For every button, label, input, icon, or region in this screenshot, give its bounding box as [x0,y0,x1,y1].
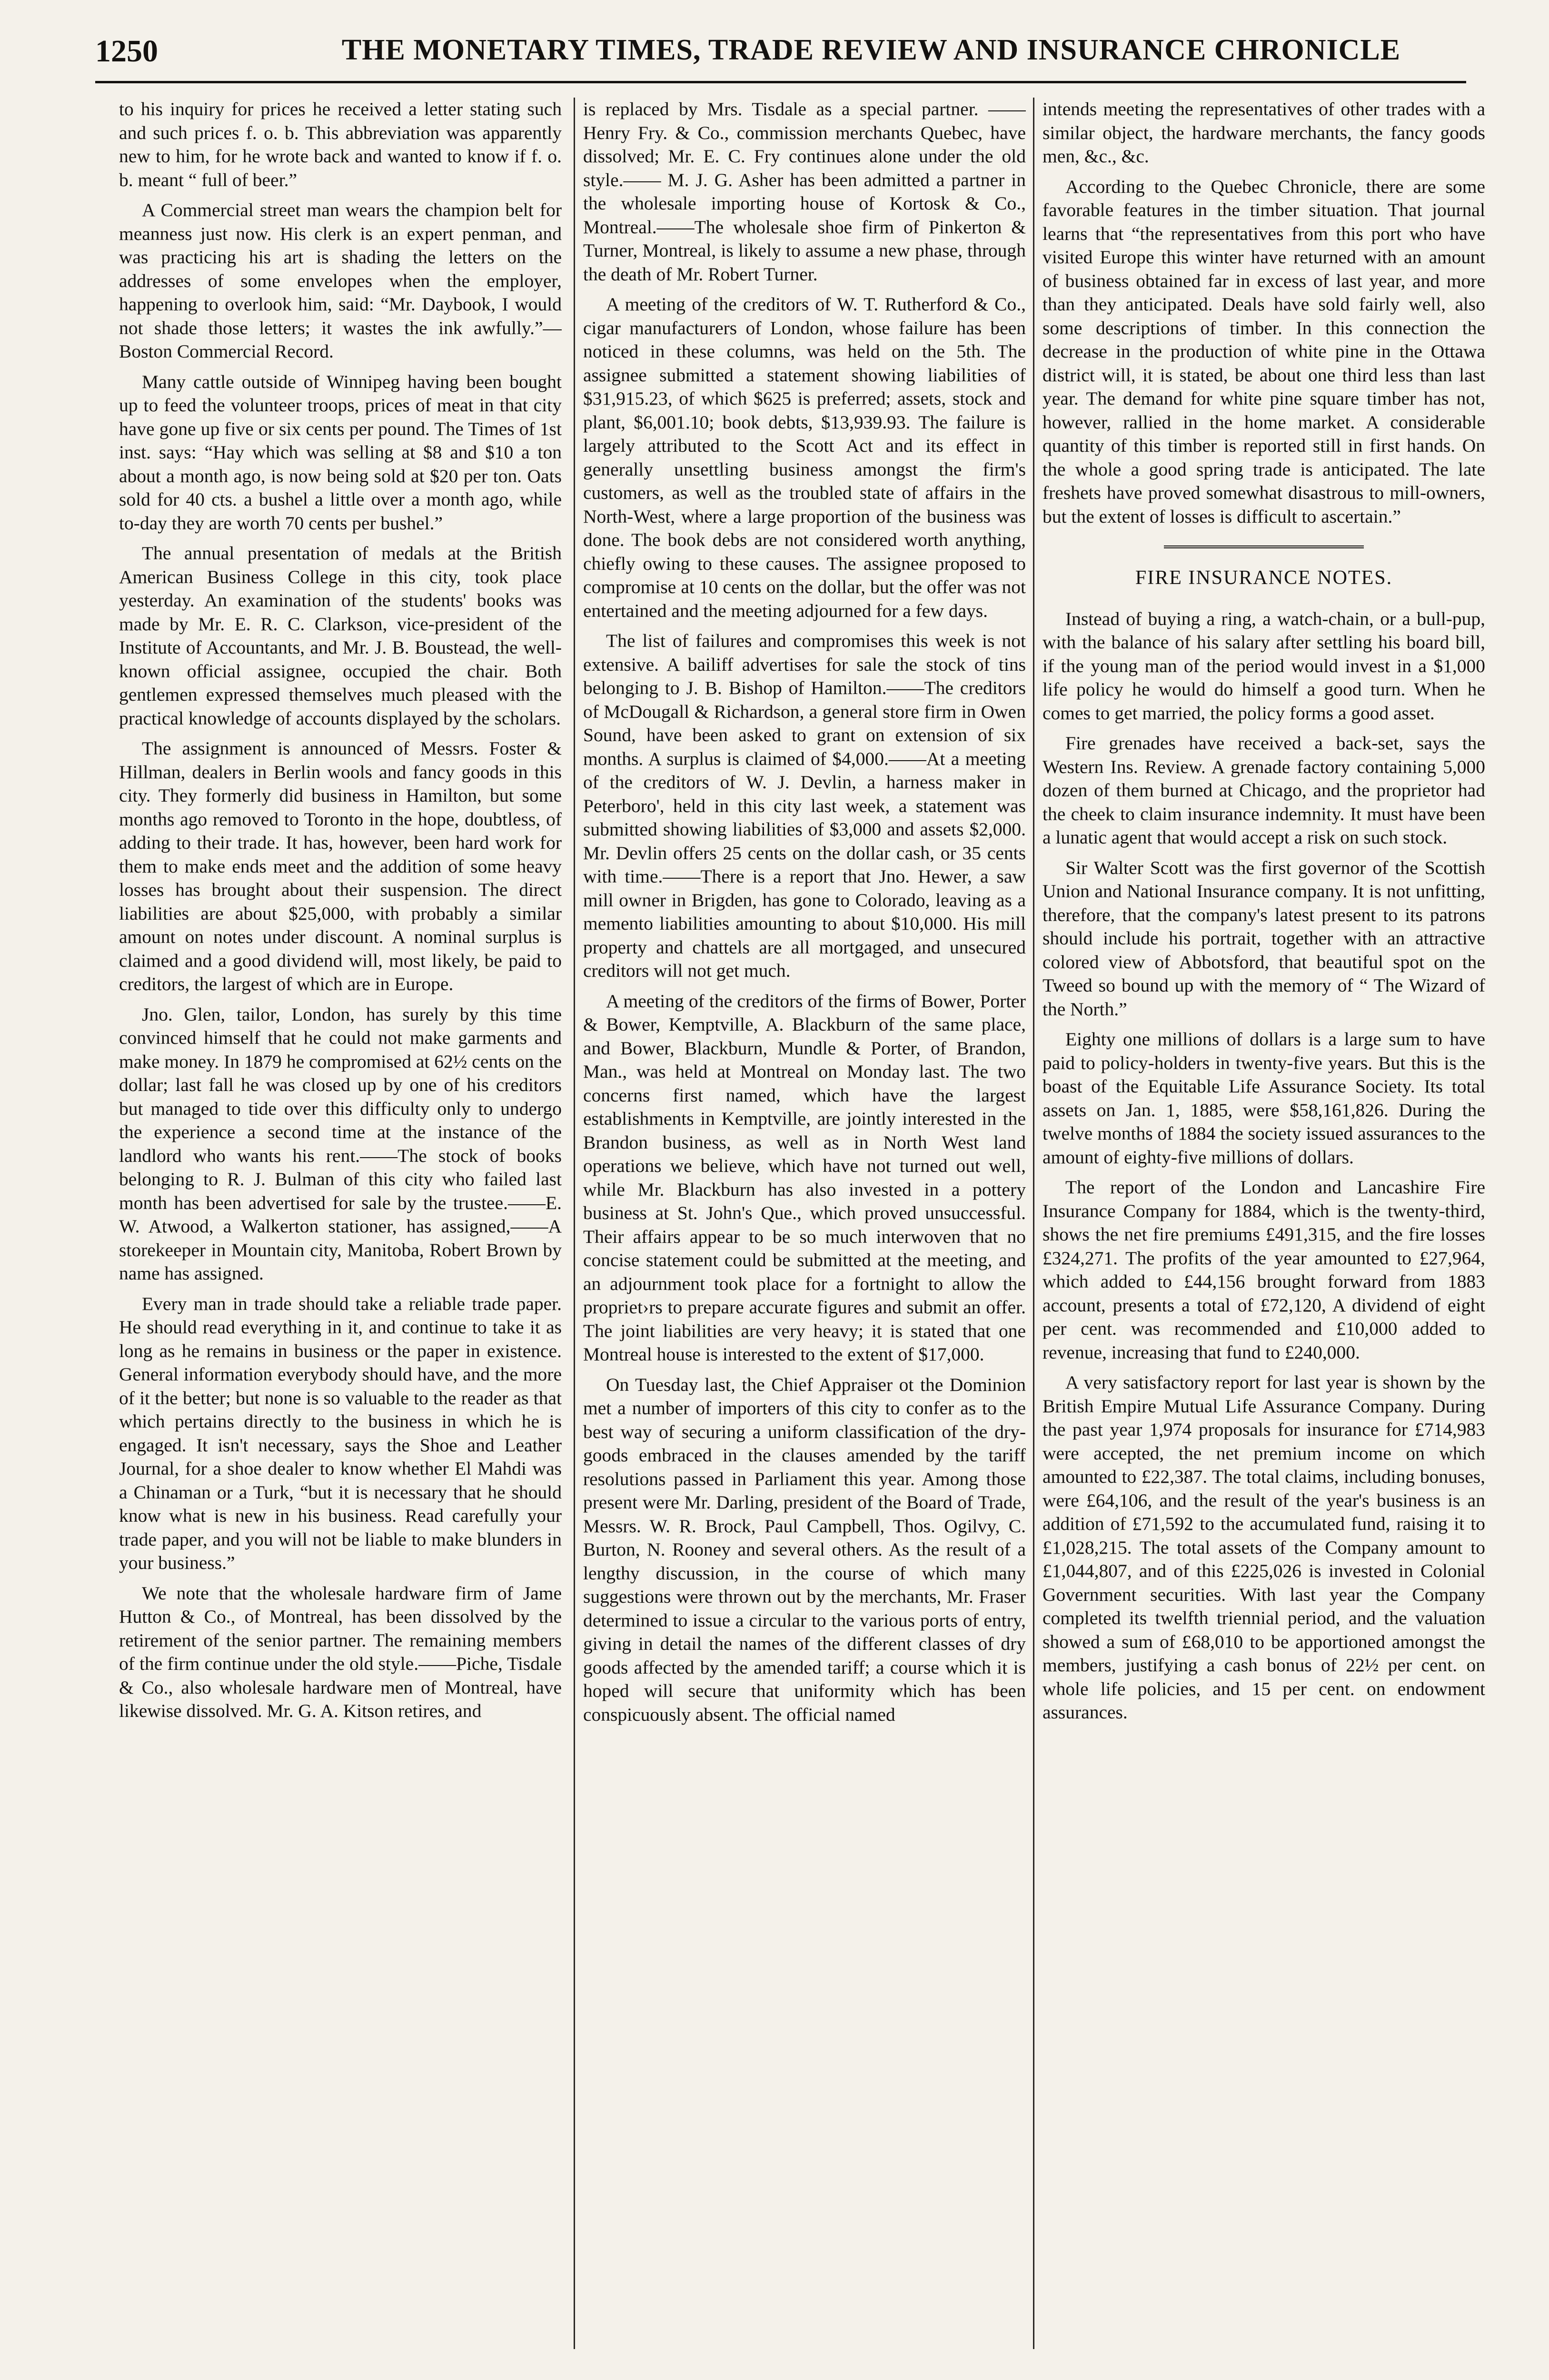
section-heading: FIRE INSURANCE NOTES. [1135,567,1393,589]
article-paragraph: The report of the London and Lancashire Fire Insurance Company for 1884, which is the twenty-third, shows the net fire premiums £491,315, and the fire losses £324,271. The profits of the year amounted to £27,964, which added to £44,156 brought forward from 1883 account, presents a total of £72,120, A dividend of eight per cent. was recommended and £10,000 added to revenue, increasing that fund to £240,000. [1043,1177,1485,1363]
article-paragraph: A meeting of the creditors of the firms of Bower, Porter & Bower, Kemptville, A. Blackburn of the same place, and Bower, Blackburn, Mundle & Porter, of Brandon, Man., was held at Montreal on Monday last. The two concerns first named, which have the largest establishments in Kemptville, are jointly interested in the Brandon business, as well as in North West land operations we believe, which have not turned out well, while Mr. Blackburn has also invested in a pottery business at St. John's Que., which proved unsuccessful. Their affairs appear to be so much interwoven that no concise statement could be submitted at the meeting, and an adjournment took place for a fortnight to allow the propriet›rs to prepare accurate figures and submit an offer. The joint liabilities are very heavy; it is stated that one Montreal house is interested to the extent of $17,000. [583,990,1026,1365]
article-paragraph: The assignment is announced of Messrs. Foster & Hillman, dealers in Berlin wools and fancy goods in this city. They formerly did business in Hamilton, but some months ago removed to Toronto in the hope, doubtless, of adding to their trade. It has, however, been hard work for them to make ends meet and the addition of some heavy losses has brought about their suspension. The direct liabilities are about $25,000, with probably a similar amount on notes under discount. A nominal surplus is claimed and a good dividend will, most likely, be paid to creditors, the largest of which are in Europe. [119,738,562,994]
page-header [95,30,1466,82]
article-paragraph: According to the Quebec Chronicle, there are some favorable features in the timber situation. That journal learns that “the representatives from this port who have visited Europe this winter have returned with an amount of business obtained far in excess of last year, and more than they anticipated. Deals have sold fairly well, also some descriptions of timber. In this connection the decrease in the production of white pine in the Ottawa district will, it is stated, be about one third less than last year. The demand for white pine square timber has not, however, rallied in the home market. A considerable quantity of this timber is reported still in first hands. On the whole a good spring trade is anticipated. The late freshets have proved somewhat disastrous to mill-owners, but the extent of losses is difficult to ascertain.” [1043,176,1485,527]
article-paragraph: On Tuesday last, the Chief Appraiser ot the Dominion met a number of importers of this city to confer as to the best way of securing a uniform classification of the dry-goods embraced in the clauses amended by the tariff resolutions passed in Parliament this year. Among those present were Mr. Darling, president of the Board of Trade, Messrs. W. R. Brock, Paul Campbell, Thos. Ogilvy, C. Burton, N. Rooney and several others. As the result of a lengthy discussion, in the course of which many suggestions were thrown out by the merchants, Mr. Fraser determined to issue a circular to the various ports of entry, giving in detail the names of the different classes of dry goods affected by the amended tariff; a course which it is hoped will secure that uniformity which has been conspicuously absent. The official named [583,1374,1026,1725]
article-paragraph: Many cattle outside of Winnipeg having been bought up to feed the volunteer troops, prices of meat in that city have gone up five or six cents per pound. The Times of 1st inst. says: “Hay which was selling at $8 and $10 a ton about a month ago, is now being sold at $20 per ton. Oats sold for 40 cts. a bushel a little over a month ago, while to-day they are worth 70 cents per bushel.” [119,371,562,534]
article-paragraph: intends meeting the representatives of other trades with a similar object, the hardware merchants, the fancy goods men, &c., &c. [1043,99,1485,167]
column-divider [1033,98,1034,2349]
article-paragraph: The annual presentation of medals at the British American Business College in this city, took place yesterday. An examination of the students' books was made by Mr. E. R. C. Clarkson, vice-president of the Institute of Accountants, and Mr. J. B. Boustead, the well-known official assignee, occupied the chair. Both gentlemen expressed themselves much pleased with the practical knowledge of accounts displayed by the scholars. [119,543,562,729]
header-rule [95,81,1466,83]
masthead-title: THE MONETARY TIMES, TRADE REVIEW AND INSURANCE CHRONICLE [341,34,1401,66]
article-paragraph: A meeting of the creditors of W. T. Rutherford & Co., cigar manufacturers of London, whose failure has been noticed in these columns, was held on the 5th. The assignee submitted a statement showing liabilities of $31,915.23, of which $625 is preferred; assets, stock and plant, $6,001.10; book debts, $13,939.93. The failure is largely attributed to the Scott Act and its effect in generally unsettling business amongst the firm's customers, as well as the troubled state of affairs in the North-West, where a large proportion of the business was done. The book debs are not considered worth anything, chiefly owing to these causes. The assignee proposed to compromise at 10 cents on the dollar, but the offer was not entertained and the meeting adjourned for a few days. [583,294,1026,621]
article-paragraph: Instead of buying a ring, a watch-chain, or a bull-pup, with the balance of his salary after settling his board bill, if the young man of the period would invest in a $1,000 life policy he would do himself a good turn. When he comes to get married, the policy forms a good asset. [1043,608,1485,724]
article-paragraph: A Commercial street man wears the champion belt for meanness just now. His clerk is an expert penman, and was practicing his art is shading the letters on the addresses of some envelopes when the employer, happening to overlook him, said: “Mr. Daybook, I would not shade those letters; it wastes the ink awfully.”—Boston Commercial Record. [119,199,562,362]
article-paragraph: Jno. Glen, tailor, London, has surely by this time convinced himself that he could not make garments and make money. In 1879 he compromised at 62½ cents on the dollar; last fall he was closed up by one of his creditors but managed to tide over this difficulty only to undergo the experience a second time at the instance of the landlord who wants his rent.——The stock of books belonging to R. J. Bulman of this city who failed last month has been advertised for sale by the trustee.——E. W. Atwood, a Walkerton stationer, has assigned,——A storekeeper in Mountain city, Manitoba, Robert Brown by name has assigned. [119,1003,562,1284]
column-2 [583,98,1026,2354]
page-number: 1250 [95,34,158,69]
column-divider [574,98,575,2349]
article-paragraph: Sir Walter Scott was the first governor of the Scottish Union and National Insurance company. It is not unfitting, therefore, that the company's latest present to its patrons should include his portrait, together with an attractive colored view of Abbotsford, that beautiful spot on the Tweed so bound up with the memory of “ The Wizard of the North.” [1043,857,1485,1020]
article-paragraph: We note that the wholesale hardware firm of Jame Hutton & Co., of Montreal, has been dissolved by the retirement of the senior partner. The remaining members of the firm continue under the old style.——Piche, Tisdale & Co., also wholesale hardware men of Montreal, have likewise dissolved. Mr. G. A. Kitson retires, and [119,1582,562,1721]
article-paragraph: to his inquiry for prices he received a letter stating such and such prices f. o. b. This abbreviation was apparently new to him, for he wrote back and wanted to know if f. o. b. meant “ full of beer.” [119,99,562,190]
article-paragraph: Every man in trade should take a reliable trade paper. He should read everything in it, and continue to take it as long as he remains in business or the paper in existence. General information everybody should have, and the more of it the better; but none is so valuable to the reader as that which pertains directly to the business in which he is engaged. It isn't necessary, says the Shoe and Leather Journal, for a shoe dealer to know whether El Mahdi was a Chinaman or a Turk, “but it is necessary that he should know what is new in his business. Read carefully your trade paper, and you will not be liable to make blunders in your business.” [119,1293,562,1573]
article-paragraph: The list of failures and compromises this week is not extensive. A bailiff advertises for sale the stock of tins belonging to J. B. Bishop of Hamilton.——The creditors of McDougall & Richardson, a general store firm in Owen Sound, have been asked to grant on extension of six months. A surplus is claimed of $4,000.——At a meeting of the creditors of W. J. Devlin, a harness maker in Peterboro', held in this city last week, a statement was submitted showing liabilities of $3,000 and assets $2,000. Mr. Devlin offers 25 cents on the dollar cash, or 35 cents with time.——There is a report that Jno. Hewer, a saw mill owner in Brigden, has gone to Colorado, leaving as a memento liabilities amounting to about $10,000. His mill property and chattels are all mortgaged, and unsecured creditors will not get much. [583,630,1026,981]
column-3 [1043,98,1485,2354]
article-paragraph: Fire grenades have received a back-set, says the Western Ins. Review. A grenade factory containing 5,000 dozen of them burned at Chicago, and the proprietor had the cheek to claim insurance indemnity. It must have been a lunatic agent that would accept a risk on such stock. [1043,733,1485,848]
column-1 [119,98,562,2354]
article-paragraph: is replaced by Mrs. Tisdale as a special partner. ——Henry Fry. & Co., commission merchants Quebec, have dissolved; Mr. E. C. Fry continues alone under the old style.—— M. J. G. Asher has been admitted a partner in the wholesale importing house of Kortosk & Co., Montreal.——The wholesale shoe firm of Pinkerton & Turner, Montreal, is likely to assume a new phase, through the death of Mr. Robert Turner. [583,99,1026,285]
article-paragraph: A very satisfactory report for last year is shown by the British Empire Mutual Life Assurance Company. During the past year 1,974 proposals for insurance for £714,983 were accepted, the net premium income on which amounted to £22,387. The total claims, including bonuses, were £64,106, and the result of the year's business is an addition of £71,592 to the accumulated fund, raising it to £1,028,215. The total assets of the Company amount to £1,044,807, and of this £225,026 is invested in Colonial Government securities. With last year the Company completed its twelfth triennial period, and the valuation showed a sum of £68,010 to be apportioned amongst the members, justifying a cash bonus of 22½ per cent. on whole life policies, and 15 per cent. on endowment assurances. [1043,1372,1485,1723]
article-paragraph: Eighty one millions of dollars is a large sum to have paid to policy-holders in twenty-five years. But this is the boast of the Equitable Life Assurance Society. Its total assets on Jan. 1, 1885, were $58,161,826. During the twelve months of 1884 the society issued assurances to the amount of eighty-five millions of dollars. [1043,1029,1485,1168]
section-separator [1164,545,1364,550]
